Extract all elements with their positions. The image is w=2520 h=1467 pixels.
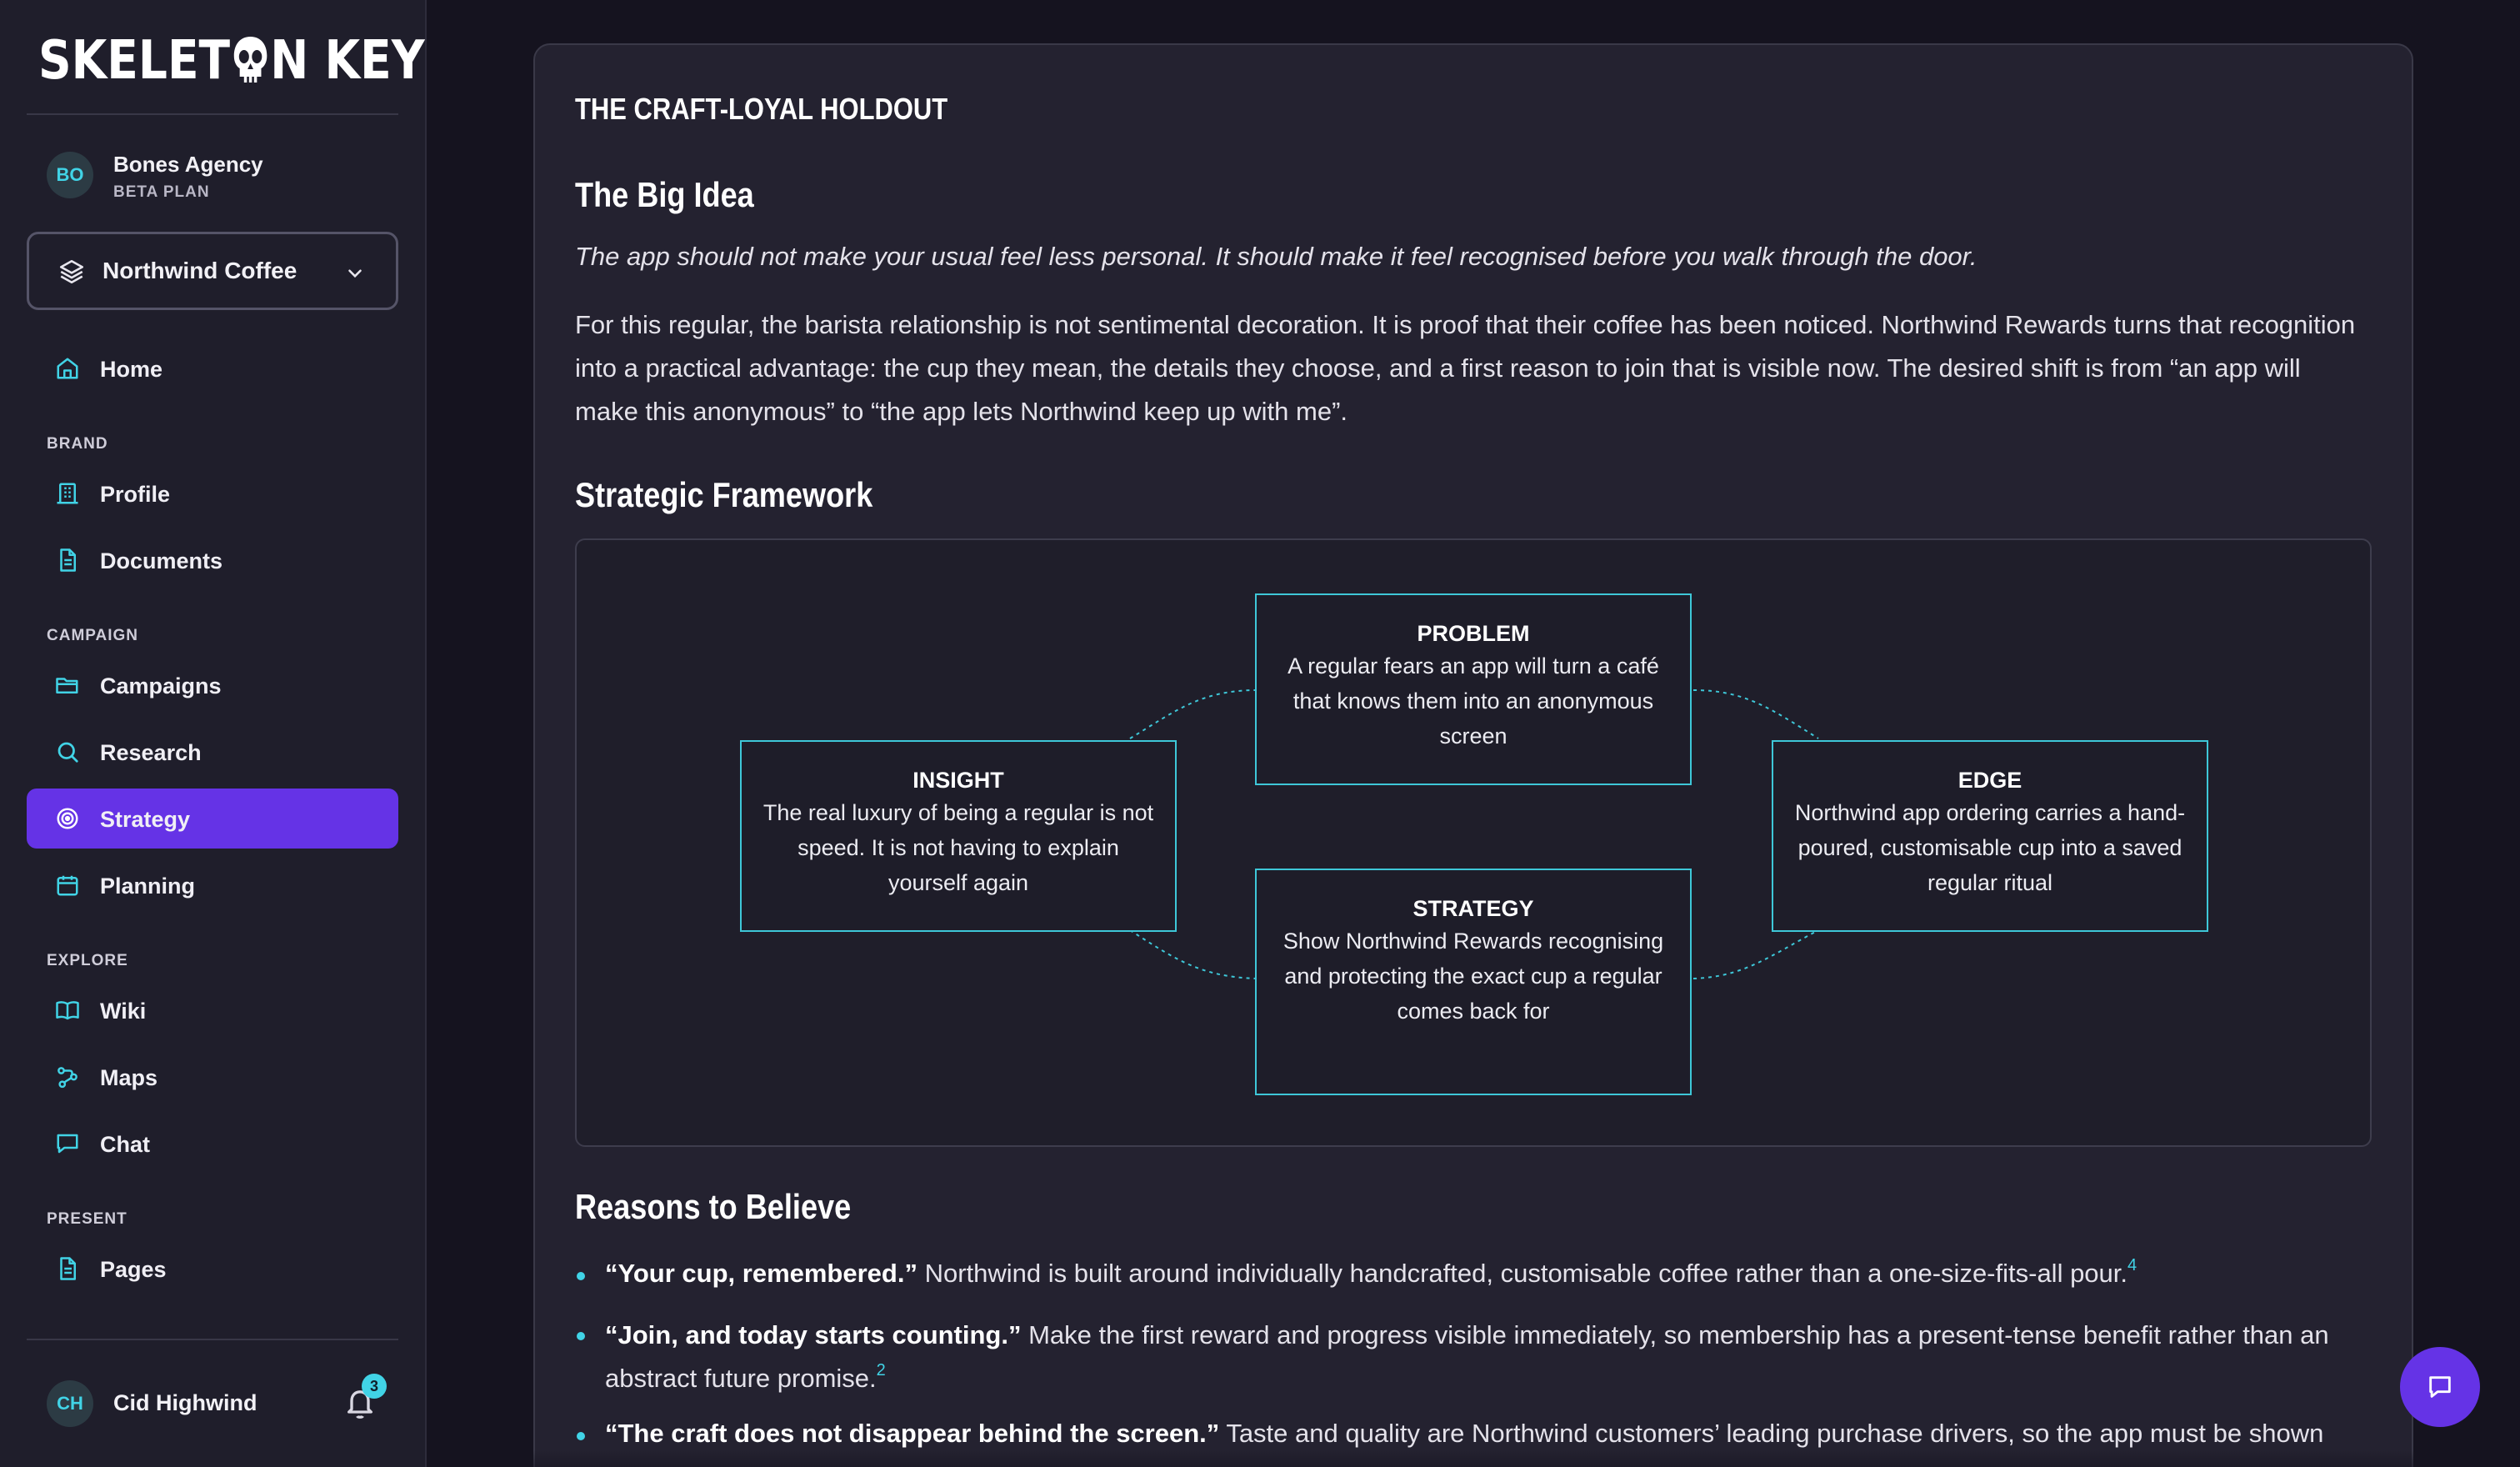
connector-insight-strategy (1130, 930, 1257, 979)
reason-lead: “Join, and today starts counting.” (605, 1320, 1022, 1349)
sidebar-item-label: Strategy (100, 807, 191, 832)
calendar-icon (55, 873, 80, 898)
sidebar-item-label: Maps (100, 1065, 158, 1090)
divider (27, 1339, 398, 1340)
agency-avatar[interactable]: BO (47, 152, 93, 198)
skull-icon (232, 35, 269, 83)
strategic-framework-diagram (575, 538, 2372, 1147)
framework-box-text: The real luxury of being a regular is not speed. It is not having to explain yourself again (762, 800, 1154, 895)
connector-insight-problem (1130, 690, 1257, 739)
section-label-brand: BRAND (47, 435, 108, 453)
reason-lead: “The craft does not disappear behind the screen.” (605, 1419, 1220, 1448)
big-idea-lede: The app should not make your usual feel less personal. It should make it feel recognised before you walk through the door. (575, 242, 1978, 271)
reason-text: Taste and quality are Northwind customers’ leading purchase drivers, so the app must be shown (1219, 1419, 2324, 1448)
notification-badge: 3 (362, 1374, 387, 1399)
document-eyebrow: THE CRAFT-LOYAL HOLDOUT (575, 92, 948, 126)
project-select[interactable] (27, 232, 398, 310)
sidebar-item-profile[interactable] (27, 463, 398, 523)
project-select-value: Northwind Coffee (102, 258, 298, 283)
list-bullet (577, 1332, 585, 1340)
sidebar-item-label: Campaigns (100, 673, 222, 698)
list-item (605, 1252, 2372, 1295)
footnote-ref[interactable]: 4 (2128, 1256, 2138, 1274)
framework-box-title: PROBLEM (1417, 621, 1530, 646)
reason-text: Make the first reward and progress visible immediately, so membership has a present-tense benefit rather than an abstract future promise. (605, 1320, 2329, 1393)
building-icon (55, 481, 80, 506)
sidebar (0, 0, 427, 1467)
list-item (605, 1314, 2372, 1400)
sidebar-item-wiki[interactable] (27, 980, 398, 1040)
user-avatar[interactable]: CH (47, 1380, 93, 1427)
document-icon (55, 548, 80, 573)
framework-box-insight (740, 740, 1177, 932)
connector-problem-edge (1693, 690, 1818, 739)
framework-box-title: INSIGHT (912, 768, 1004, 793)
sidebar-item-documents[interactable] (27, 530, 398, 590)
target-icon (55, 806, 80, 831)
reason-lead: “Your cup, remembered.” (605, 1259, 918, 1288)
sidebar-item-chat[interactable] (27, 1114, 398, 1174)
book-icon (55, 998, 80, 1023)
layers-icon (58, 258, 86, 286)
section-label-present: PRESENT (47, 1210, 128, 1228)
section-heading-reasons: Reasons to Believe (575, 1187, 852, 1226)
divider (27, 113, 398, 115)
sidebar-item-campaigns[interactable] (27, 655, 398, 715)
list-bullet (577, 1272, 585, 1280)
plan-badge: BETA PLAN (113, 183, 210, 201)
chevron-down-icon (344, 263, 366, 284)
route-icon (55, 1064, 80, 1089)
sidebar-item-label: Home (100, 357, 163, 382)
app-logo[interactable]: SKELET N KEY (38, 30, 425, 92)
chat-bubble-icon (2426, 1373, 2454, 1401)
sidebar-item-planning[interactable] (27, 855, 398, 915)
home-icon (55, 356, 80, 381)
sidebar-item-label: Chat (100, 1132, 150, 1157)
framework-box-strategy (1255, 869, 1692, 1095)
section-label-explore: EXPLORE (47, 952, 128, 969)
section-heading-framework: Strategic Framework (575, 475, 873, 514)
folder-icon (55, 673, 80, 698)
search-icon (55, 739, 80, 764)
framework-box-text: Northwind app ordering carries a hand-poured, customisable cup into a saved regular ritual (1794, 800, 2186, 895)
agency-name: Bones Agency (113, 152, 263, 177)
sidebar-item-label: Research (100, 740, 202, 765)
document-icon (55, 1256, 80, 1281)
sidebar-item-label: Planning (100, 874, 195, 899)
sidebar-item-maps[interactable] (27, 1047, 398, 1107)
scroll-fade (428, 1450, 2520, 1467)
sidebar-item-strategy[interactable] (27, 789, 398, 849)
framework-box-edge (1772, 740, 2208, 932)
framework-box-title: STRATEGY (1412, 896, 1534, 921)
sidebar-item-label: Documents (100, 548, 223, 573)
framework-box-text: A regular fears an app will turn a café that knows them into an anonymous screen (1288, 653, 1659, 749)
sidebar-item-label: Wiki (100, 999, 147, 1024)
sidebar-item-home[interactable] (27, 338, 398, 398)
list-item (605, 1412, 2372, 1455)
reason-text: Northwind is built around individually handcrafted, customisable coffee rather than a one-size-fits-all pour. (917, 1259, 2128, 1288)
framework-box-title: EDGE (1958, 768, 2022, 793)
section-label-campaign: CAMPAIGN (47, 627, 139, 644)
chat-fab-button[interactable] (2400, 1347, 2480, 1427)
user-name[interactable]: Cid Highwind (113, 1390, 258, 1415)
big-idea-body: For this regular, the barista relationship is not sentimental decoration. It is proof that their coffee has been noticed. Northwind Rewards turns that recognition into a practical advantage: the cup they mean, the details they choose, and a first reason to join that is visible now. The desired shift is from “an app will make this anonymous” to “the app lets Northwind keep up with me”. (575, 310, 2356, 426)
sidebar-item-label: Profile (100, 482, 171, 507)
framework-box-problem (1255, 593, 1692, 785)
sidebar-item-pages[interactable] (27, 1239, 398, 1299)
chat-icon (55, 1131, 80, 1156)
list-bullet (577, 1432, 585, 1440)
section-heading-big-idea: The Big Idea (575, 175, 754, 214)
sidebar-item-research[interactable] (27, 722, 398, 782)
connector-strategy-edge (1693, 930, 1818, 979)
framework-box-text: Show Northwind Rewards recognising and protecting the exact cup a regular comes back for (1282, 929, 1664, 1024)
sidebar-item-label: Pages (100, 1257, 167, 1282)
footnote-ref[interactable]: 2 (876, 1361, 886, 1379)
